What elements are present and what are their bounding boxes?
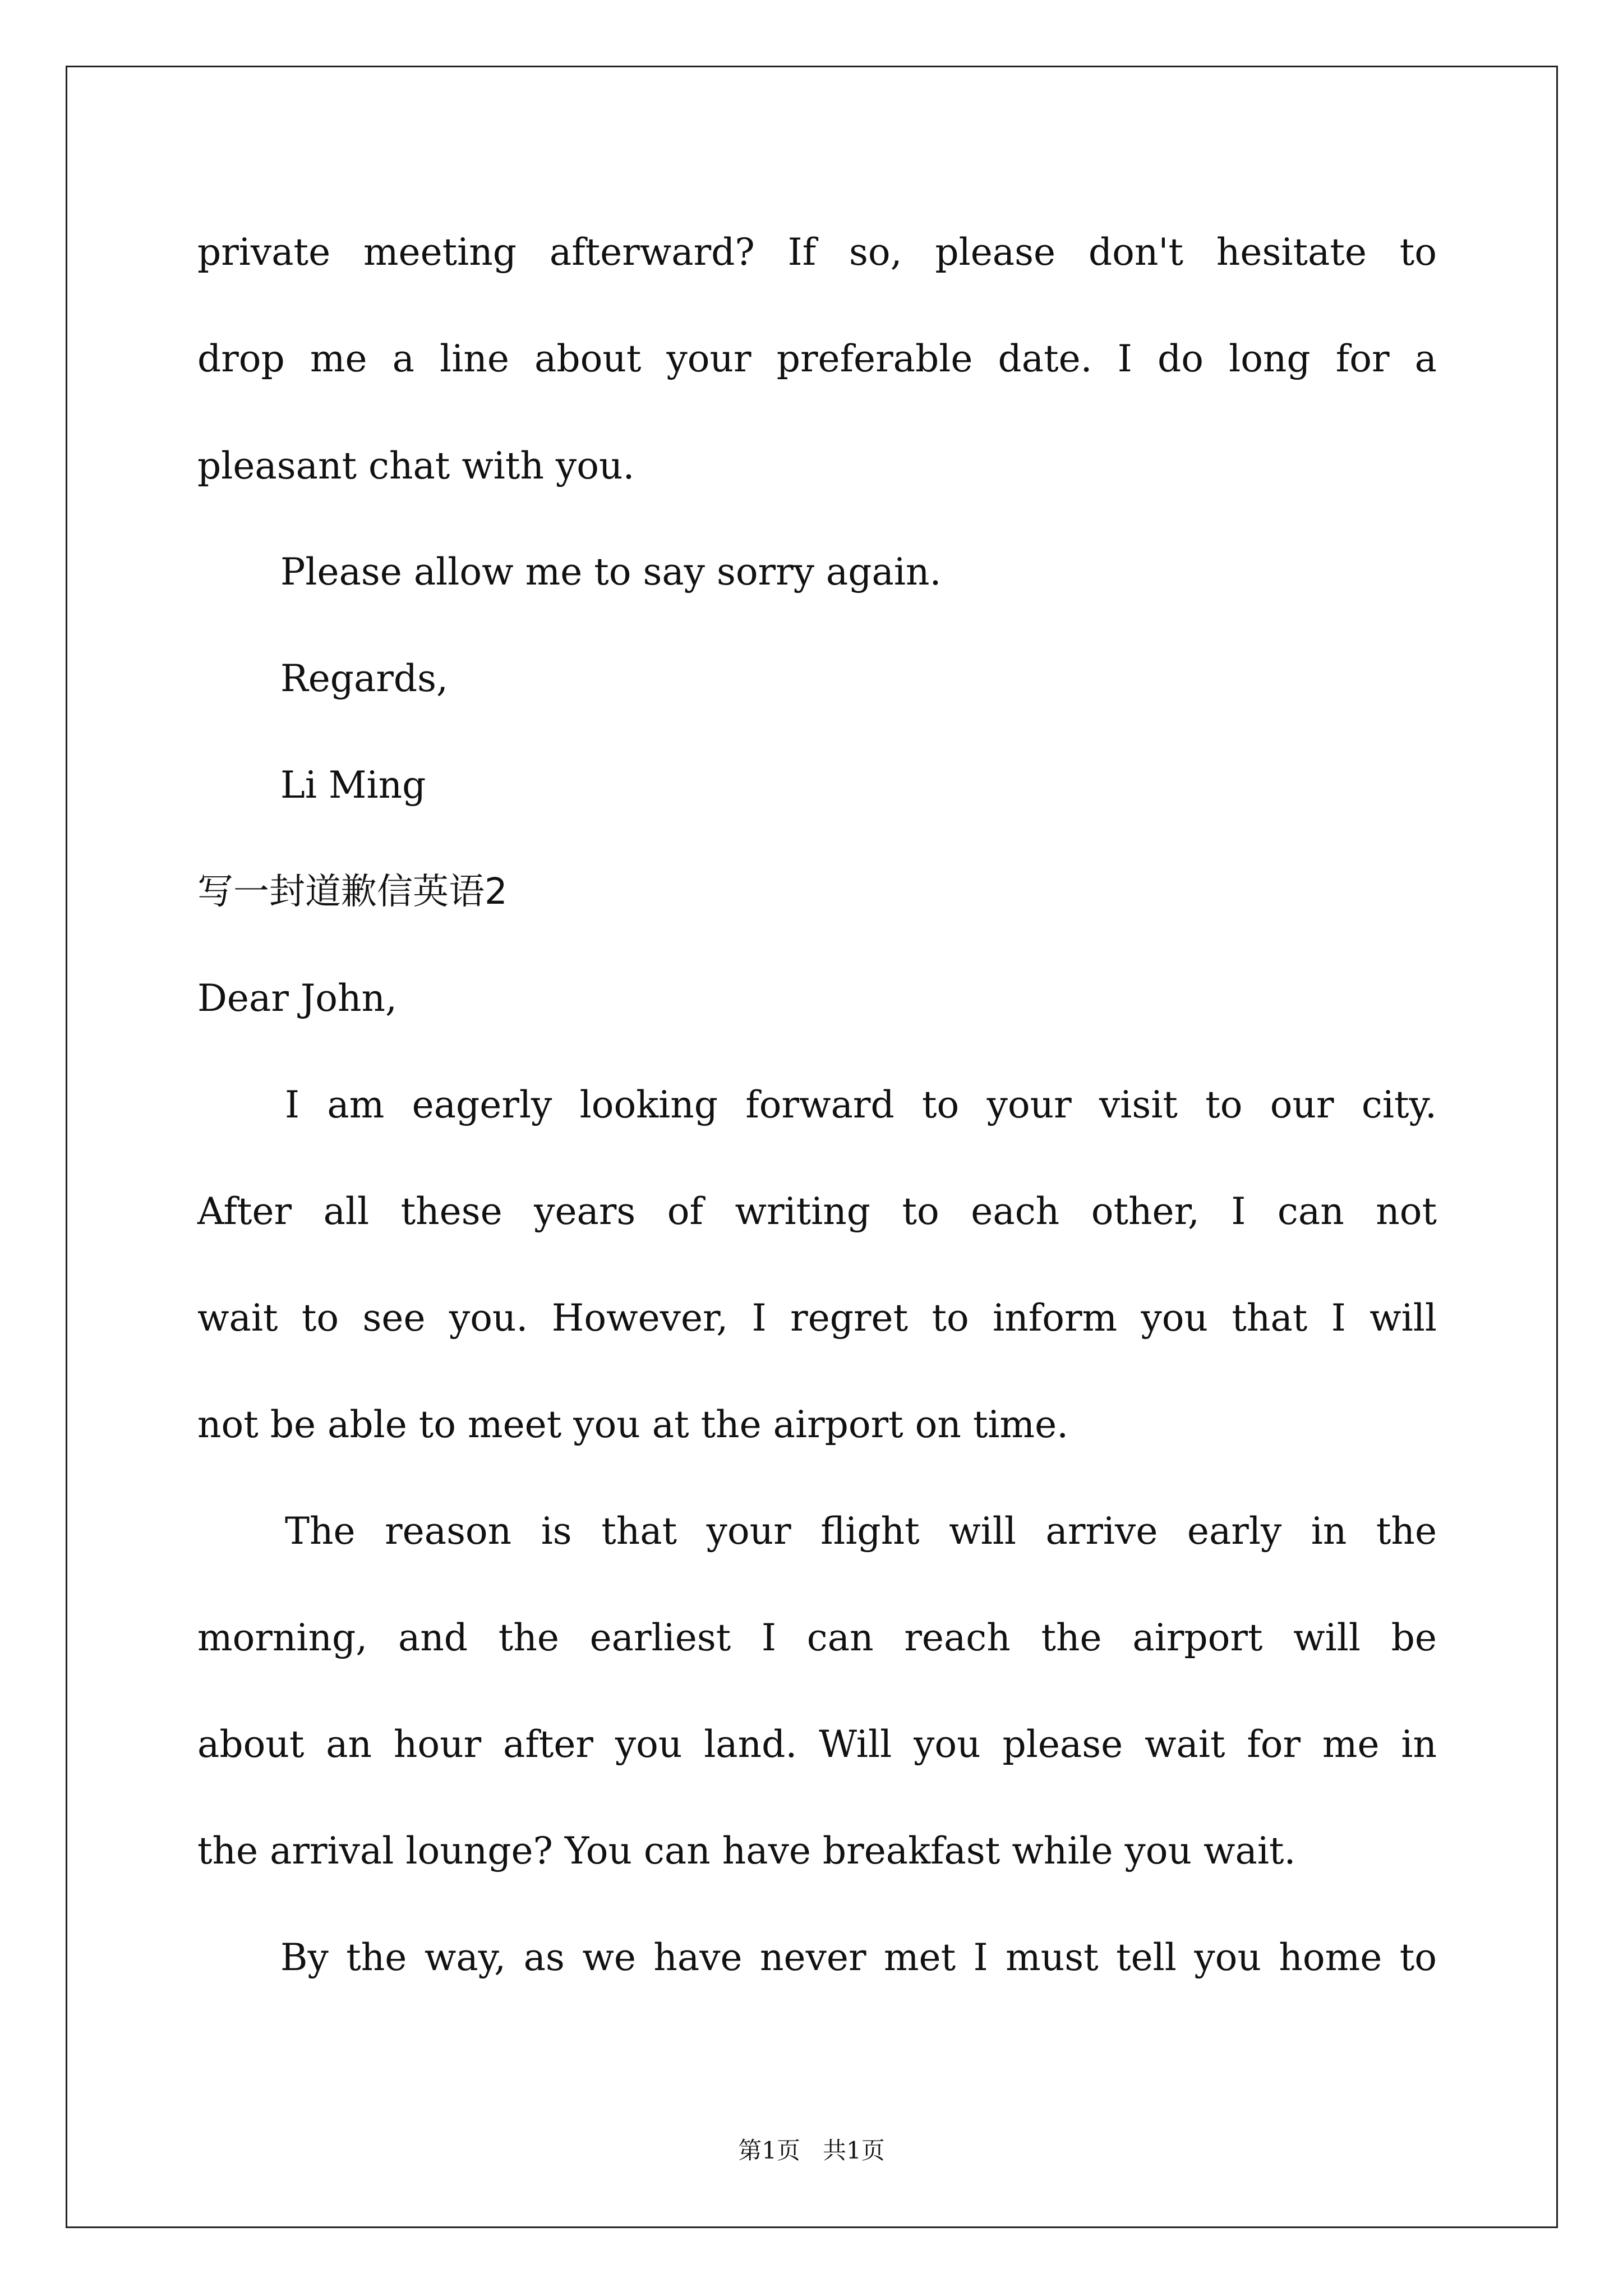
paragraph-line: By the way, as we have never met I must tell you home to xyxy=(280,1936,1437,1979)
greeting-line: Dear John, xyxy=(197,977,398,1020)
paragraph-line: the arrival lounge? You can have breakfast while you wait. xyxy=(197,1829,1296,1872)
page-border xyxy=(66,66,1558,2228)
page-number-footer: 第1页 共1页 xyxy=(738,2137,885,2164)
paragraph-line: wait to see you. However, I regret to inform you that I will xyxy=(197,1296,1437,1340)
paragraph-line: morning, and the earliest I can reach the airport will be xyxy=(197,1616,1437,1659)
paragraph-line: After all these years of writing to each other, I can not xyxy=(197,1190,1437,1233)
salutation-regards: Regards, xyxy=(280,657,448,700)
paragraph-line: about an hour after you land. Will you please wait for me in xyxy=(197,1723,1437,1766)
section-heading: 写一封道歉信英语2 xyxy=(197,871,508,913)
paragraph-line: not be able to meet you at the airport on time. xyxy=(197,1403,1069,1446)
paragraph-line: I am eagerly looking forward to your visit to our city. xyxy=(285,1083,1437,1126)
signature-name: Li Ming xyxy=(280,763,426,807)
closing-line: Please allow me to say sorry again. xyxy=(280,550,942,593)
paragraph-line: pleasant chat with you. xyxy=(197,444,635,487)
paragraph-line: drop me a line about your preferable date. I do long for a xyxy=(197,337,1437,380)
paragraph-line: private meeting afterward? If so, please don't hesitate to xyxy=(197,231,1437,274)
paragraph-line: The reason is that your flight will arrive early in the xyxy=(285,1510,1437,1553)
